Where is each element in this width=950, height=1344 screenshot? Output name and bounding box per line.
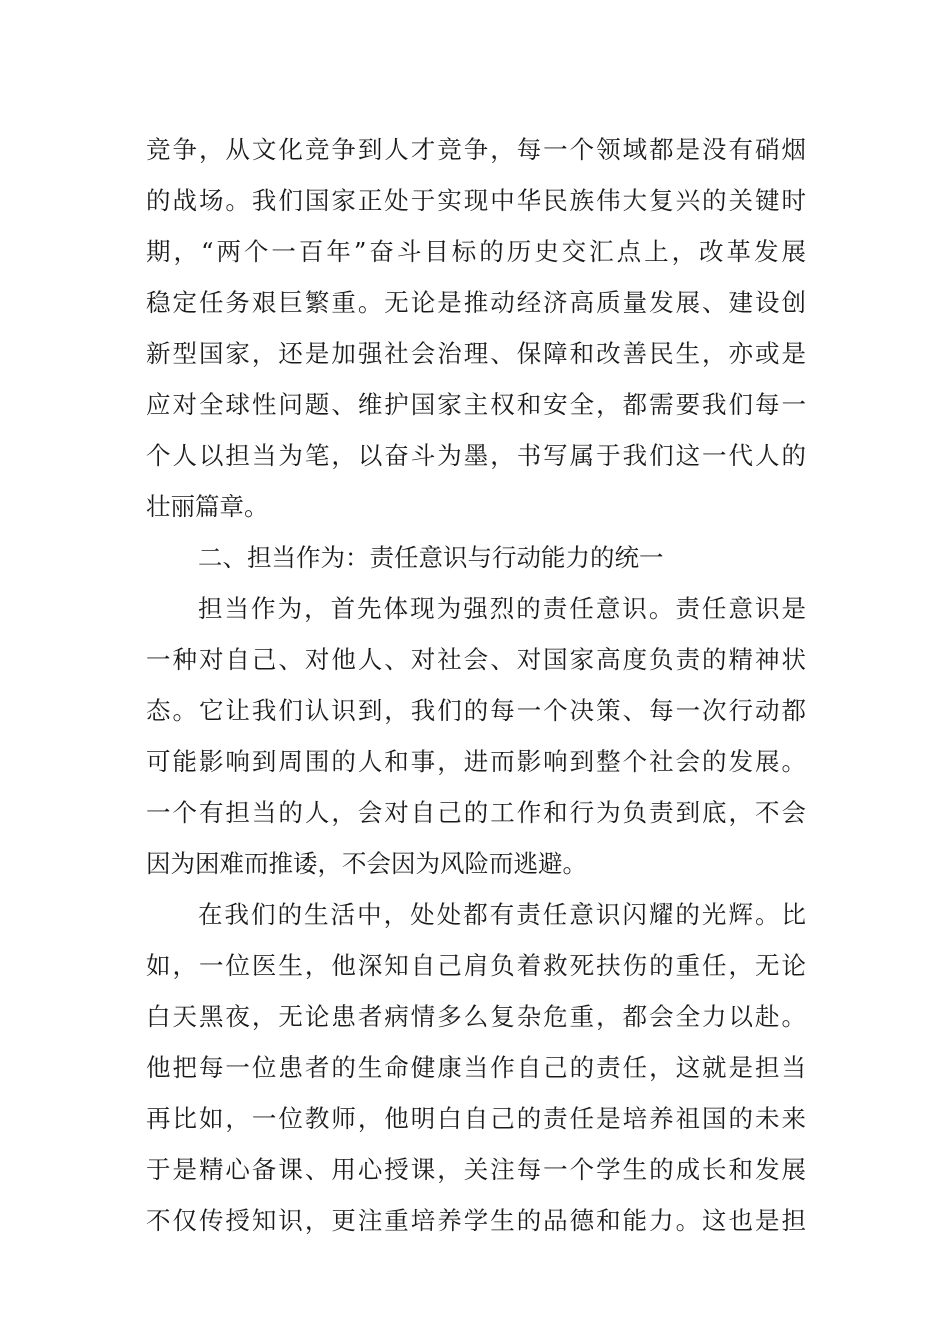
paragraph-line: 如，一位医生，他深知自己肩负着救死扶伤的重任，无论 <box>146 951 806 980</box>
paragraph-line: 担当作为，首先体现为强烈的责任意识。责任意识是 <box>198 594 806 623</box>
paragraph-line: 于是精心备课、用心授课，关注每一个学生的成长和发展 <box>146 1155 806 1184</box>
paragraph-line: 他把每一位患者的生命健康当作自己的责任，这就是担当 <box>146 1053 806 1082</box>
paragraph-line: 稳定任务艰巨繁重。无论是推动经济高质量发展、建设创 <box>146 288 806 317</box>
paragraph-line: 新型国家，还是加强社会治理、保障和改善民生，亦或是 <box>146 339 806 368</box>
paragraph-line: 一种对自己、对他人、对社会、对国家高度负责的精神状 <box>146 645 806 674</box>
paragraph-line: 在我们的生活中，处处都有责任意识闪耀的光辉。比 <box>198 900 806 929</box>
paragraph-line: 白天黑夜，无论患者病情多么复杂危重，都会全力以赴。 <box>146 1002 806 1031</box>
paragraph-line: 个人以担当为笔，以奋斗为墨，书写属于我们这一代人的 <box>146 441 806 470</box>
paragraph-line: 因为困难而推诿，不会因为风险而逃避。 <box>146 849 587 878</box>
paragraph-line: 不仅传授知识，更注重培养学生的品德和能力。这也是担 <box>146 1206 806 1235</box>
paragraph-line: 期，“两个一百年”奋斗目标的历史交汇点上，改革发展 <box>146 237 806 266</box>
paragraph-line: 竞争，从文化竞争到人才竞争，每一个领域都是没有硝烟 <box>146 135 806 164</box>
paragraph-line: 应对全球性问题、维护国家主权和安全，都需要我们每一 <box>146 390 806 419</box>
paragraph-line: 的战场。我们国家正处于实现中华民族伟大复兴的关键时 <box>146 186 806 215</box>
paragraph-line: 一个有担当的人，会对自己的工作和行为负责到底，不会 <box>146 798 806 827</box>
section-heading: 二、担当作为：责任意识与行动能力的统一 <box>198 543 664 572</box>
paragraph-line: 再比如，一位教师，他明白自己的责任是培养祖国的未来 <box>146 1104 806 1133</box>
paragraph-line: 可能影响到周围的人和事，进而影响到整个社会的发展。 <box>146 747 806 776</box>
paragraph-line: 态。它让我们认识到，我们的每一个决策、每一次行动都 <box>146 696 806 725</box>
paragraph-line: 壮丽篇章。 <box>146 492 269 521</box>
body-text <box>146 124 806 1246</box>
